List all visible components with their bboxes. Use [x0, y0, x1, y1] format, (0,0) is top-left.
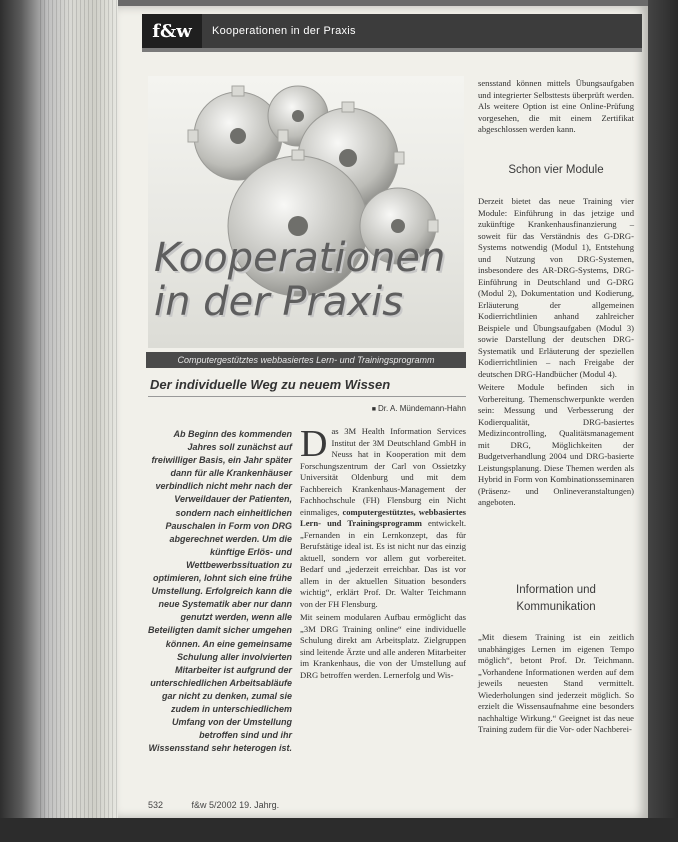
page-footer	[148, 800, 305, 810]
body-column-2-middle	[478, 196, 634, 511]
heading-line: Information und	[516, 584, 596, 596]
body-paragraph	[300, 423, 466, 610]
drop-cap: D	[300, 423, 328, 465]
body-paragraph: Weitere Module befinden sich in Vorbereitung. Themenschwerpunkte werden sein: Messung und Verbesserung der Kodierqualität, DRG-basiertes Medizincontrolling, Qualitätsmanagement mit DRG, Möglichkeiten der Budgetverhandlung 2004 und DRG-basierte Leistungsplanung. Diese Themen werden als Hybrid in Form von Kombinationsseminaren (Präsenz- und Onlineveranstaltungen) angeboten.	[478, 382, 634, 507]
topic-banner: Computergestütztes webbasiertes Lern- und Trainingsprogramm	[146, 352, 466, 368]
right-page-edge	[648, 0, 678, 842]
article-subtitle: Der individuelle Weg zu neuem Wissen	[150, 377, 391, 392]
body-column-2-bottom: „Mit diesem Training ist ein zeitlich unabhängiges Lernen im eigenen Tempo möglich“, betont Prof. Dr. Teichmann. „Vorhandene Informationen werden auf dem jeweils neuesten Stand vermittelt. Wiederholungen sind jederzeit möglich. So erzielt die Wissensaufnahme eine besonders nachhaltige Wirkung.“ Geeignet ist das neue Training zudem für die Vor- oder Nachberei-	[478, 632, 634, 734]
hero-illustration	[148, 76, 464, 348]
paragraph-text: entwickelt. „Fernanden in ein Lernkonzept, das für Berufstätige ideal ist. Es ist nicht nur das einzig aktuell, sondern vor allem gut vorbereitet. Bedarf und „jederzeit erreichbar. Das ist vor allem in der aktuellen Situation besonders wichtig“, erklärt Prof. Dr. Walter Teichmann von der FH Flensburg.	[300, 518, 466, 609]
lead-paragraph: Ab Beginn des kommenden Jahres soll zunächst auf freiwilliger Basis, ein Jahr später dann für alle Krankenhäuser verbindlich nicht mehr nach der Verweildauer der Patienten, sondern nach einheitlichen Pauschalen in Form von DRG abgerechnet werden. Um die künftige Erlös- und Wettbewerbssituation zu optimieren, lohnt sich eine frühe Umstellung. Erfolgreich kann die neue Systematik aber nur dann genutzt werden, wenn alle Beteiligten damit sicher umgehen können. An eine gemeinsame Schulung aller involvierten Mitarbeiter ist aufgrund der unterschiedlichen Arbeitsabläufe gar nicht zu denken, zumal sie zudem in unterschiedlichem Umfang von der Umstellung betroffen sind und ihr Wissensstand sehr heterogen ist.	[147, 429, 292, 754]
page-stack-edge	[40, 0, 118, 842]
title-line-1: Kooperationen	[154, 235, 446, 281]
heading-line: Kommunikation	[516, 601, 596, 613]
section-heading	[478, 582, 634, 616]
body-paragraph: Mit seinem modularen Aufbau ermöglicht das „3M DRG Training online“ eine individuelle Schulung direkt am Arbeitsplatz. Zielgruppen sind leitende Ärzte und alle anderen Mitarbeiter im Krankenhaus, die von der Umstellung auf DRG betroffen werden. Lernerfolg und Wis-	[300, 612, 466, 680]
journal-logo: f&w	[142, 14, 202, 48]
body-column-1	[300, 423, 466, 683]
section-title: Kooperationen in der Praxis	[212, 25, 356, 37]
title-line-2: in der Praxis	[154, 279, 404, 325]
issue-info: f&w 5/2002 19. Jahrg.	[191, 800, 280, 810]
highlighted-product: computergestütztes, webbasiertes Lern- und Trainingsprogramm	[300, 506, 466, 528]
scan-bottom-edge	[0, 818, 678, 842]
book-binding	[0, 0, 118, 842]
header-stripe	[142, 48, 642, 52]
author-byline: ■ Dr. A. Mündemann-Hahn	[326, 404, 466, 413]
paragraph-text: as 3M Health Information Services Institut der 3M Deutschland GmbH in Neuss hat in Kooperation mit dem Forschungszentrum der Carl von Ossietzky Universität Oldenburg und mit dem Fachbereich Krankenhaus-Management der Fachhochschule (FH) Flensburg ein Nicht einmaliges,	[300, 426, 466, 517]
page-number: 532	[148, 800, 164, 810]
body-paragraph: Derzeit bietet das neue Training vier Module: Einführung in das jetzige und zukünftige Krankenhausfinanzierung – soweit für das Verständnis des G-DRG-Systems notwendig (Modul 1), Entstehung und Nutzung von DRG-Systemen, insbesondere des AR-DRG-Systems, DRG-Einführung in Deutschland und G-DRG (Modul 2), Dokumentation und Kodierung, Erläuterung der allgemeinen Kodierrichtlinien anhand zahlreicher Beispiele und Übungsaufgaben (Modul 3) sowie Darstellung der deutschen DRG-Systematik und Erläuterung der speziellen Kodierrichtlinien – nach Freigabe der deutschen DRG-Handbücher (Modul 4).	[478, 196, 634, 379]
body-column-2-top: sensstand können mittels Übungsaufgaben und integrierter Selbsttests überprüft werden. Als weitere Option ist eine Online-Prüfung vorgesehen, die mit einem Zertifikat abgeschlossen werden kann.	[478, 78, 634, 134]
page-header	[142, 14, 642, 48]
subtitle-divider	[148, 396, 466, 397]
section-heading: Schon vier Module	[508, 164, 604, 176]
article-title	[154, 236, 454, 324]
